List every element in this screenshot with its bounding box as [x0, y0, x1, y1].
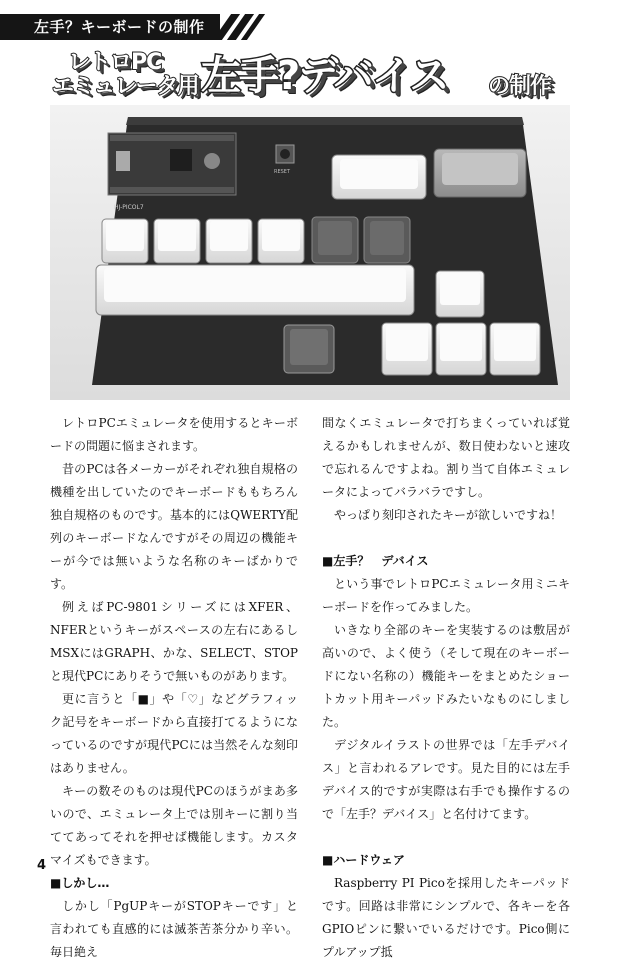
body-column-right: [322, 412, 570, 964]
svg-text:RESET: RESET: [274, 169, 291, 175]
paragraph: 間なくエミュレータで打ちまくっていれば覚えるかもしれませんが、数日使わないと速攻で忘れるんですよね。割り当て自体エミュレータによってバラバラですし。: [322, 416, 570, 499]
paragraph: しかし「PgUPキーがSTOPキーです」と言われても直感的には滅茶苦茶分かり辛い。毎日絶え: [50, 899, 298, 959]
paragraph: 例えばPC-9801シリーズにはXFER、NFERというキーがスペースの左右にあるしMSXにはGRAPH、かな、SELECT、STOPと現代PCにありそうで無いものがあります。: [50, 600, 298, 683]
title-tail: の制作: [488, 74, 552, 99]
title-line2: エミュレータ用: [52, 74, 199, 99]
paragraph: デジタルイラストの世界では「左手デバイス」と言われるアレです。見た目的には左手デバイス的ですが実際は右手でも操作するので「左手？デバイス」と名付けてます。: [322, 738, 570, 821]
paragraph: 更に言うと「■」や「♡」などグラフィック記号をキーボードから直接打てるようになっているのですが現代PCには当然そんな刻印はありません。: [50, 692, 298, 775]
svg-text:HJ-PICOL7: HJ-PICOL7: [114, 204, 144, 211]
paragraph: という事でレトロPCエミュレータ用ミニキーボードを作ってみました。: [322, 577, 570, 614]
title-line1: レトロPC: [68, 50, 162, 75]
paragraph: 昔のPCは各メーカーがそれぞれ独自規格の機種を出していたのでキーボードももちろん独自規格のものです。基本的にはQWERTY配列のキーボードなんですがその周辺の機能キーが今では無いような名称のキーばかりです。: [50, 462, 298, 591]
section-heading: ■しかし…: [50, 876, 110, 890]
device-photo: [50, 105, 570, 400]
paragraph: Raspberry PI Picoを採用したキーパッドです。回路は非常にシンプルで、各キーを各GPIOピンに繋いでいるだけです。Pico側にプルアップ抵: [322, 876, 570, 959]
section-heading: ■左手？ デバイス: [322, 554, 429, 568]
body-column-left: [50, 412, 298, 964]
paragraph: やっぱり刻印されたキーが欲しいですね！: [334, 508, 563, 522]
section-title: 左手？キーボードの制作: [34, 18, 205, 36]
paragraph: レトロPCエミュレータを使用するとキーボードの問題に悩まされます。: [50, 416, 298, 453]
section-heading: ■ハードウェア: [322, 853, 405, 867]
paragraph: キーの数そのものは現代PCのほうがまあ多いので、エミュレータ上では別キーに割り当ててあってそれを押せば機能します。カスタマイズもできます。: [50, 784, 298, 867]
paragraph: いきなり全部のキーを実装するのは敷居が高いので、よく使う（そして現在のキーボードにない名称の）機能キーをまとめたショートカット用キーパッドみたいなものにしました。: [322, 623, 570, 729]
page-number: 4: [37, 858, 47, 873]
page-title: 左手?デバイス: [201, 53, 448, 99]
